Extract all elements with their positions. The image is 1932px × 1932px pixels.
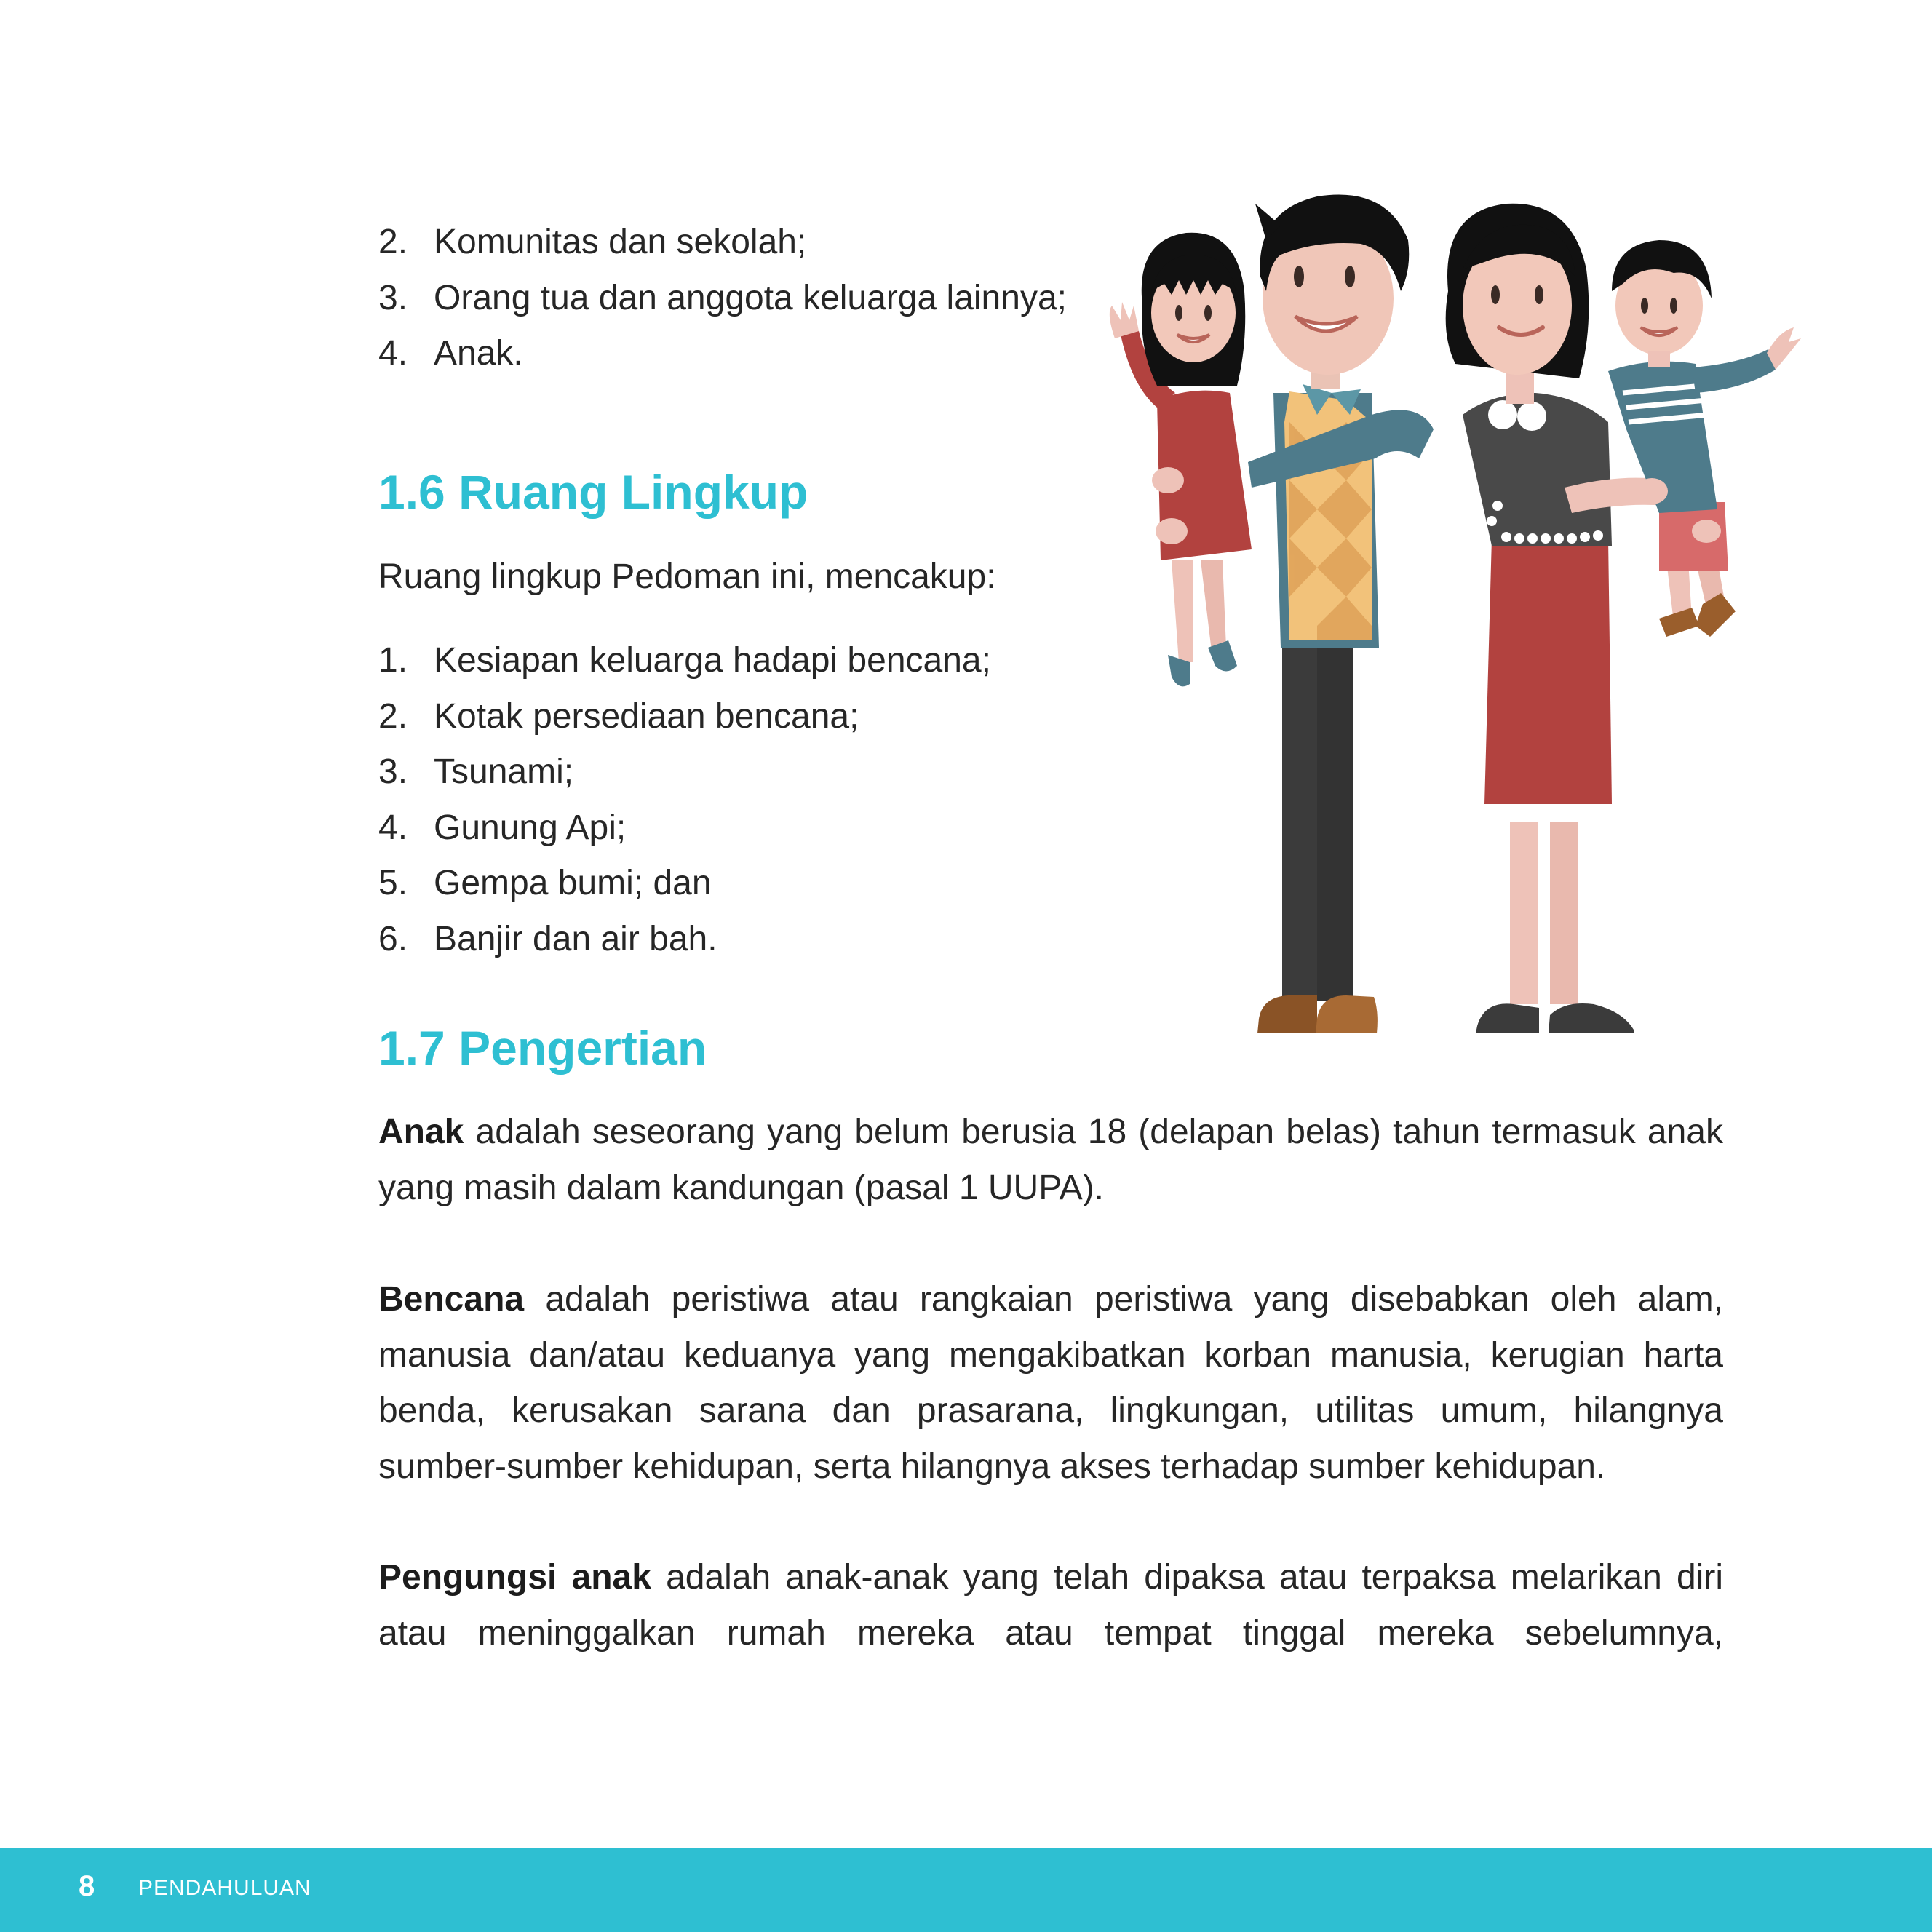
page-footer	[0, 1848, 1932, 1932]
list-item	[378, 912, 991, 968]
scope-list	[378, 633, 991, 967]
definition-term: Pengungsi anak	[378, 1558, 651, 1597]
footer-section-name: PENDAHULUAN	[138, 1876, 311, 1900]
definition-term: Bencana	[378, 1280, 525, 1319]
list-text: Orang tua dan anggota keluarga lainnya;	[434, 278, 1067, 317]
list-item	[378, 689, 991, 745]
list-number: 4.	[378, 334, 408, 373]
list-item	[378, 633, 991, 689]
list-item	[378, 215, 1067, 271]
definition-anak	[378, 1105, 1723, 1216]
list-item	[378, 744, 991, 800]
list-number: 1.	[378, 641, 408, 680]
family-illustration-icon	[1099, 182, 1805, 1041]
list-text: Gempa bumi; dan	[434, 864, 712, 902]
list-item	[378, 326, 1067, 382]
list-text: Kesiapan keluarga hadapi bencana;	[434, 641, 991, 680]
definition-term: Anak	[378, 1113, 464, 1151]
list-item	[378, 800, 991, 856]
list-number: 4.	[378, 808, 408, 847]
scope-intro: Ruang lingkup Pedoman ini, mencakup:	[378, 557, 996, 596]
definition-text: adalah seseorang yang belum berusia 18 (delapan belas) tahun termasuk anak yang masih dalam kandungan (pasal 1 UUPA).	[378, 1113, 1723, 1207]
list-text: Tsunami;	[434, 752, 574, 791]
section-heading-definitions: 1.7 Pengertian	[378, 1021, 707, 1075]
list-text: Banjir dan air bah.	[434, 919, 717, 958]
continued-list	[378, 215, 1067, 382]
list-text: Anak.	[434, 334, 523, 373]
page-number: 8	[79, 1870, 95, 1902]
list-item	[378, 856, 991, 912]
definition-text: adalah peristiwa atau rangkaian peristiwa yang disebabkan oleh alam, manusia dan/atau keduanya yang mengakibatkan korban manusia, kerugian harta benda, kerusakan sarana dan prasarana, lingkungan, utilitas umum, hilangnya sumber-sumber kehidupan, serta hilangnya akses terhadap sumber kehidupan.	[378, 1280, 1723, 1486]
definition-text: adalah anak-anak yang telah dipaksa atau terpaksa melarikan diri atau meninggalkan rumah mereka atau tempat tinggal mereka sebelumnya,	[378, 1558, 1723, 1653]
list-text: Gunung Api;	[434, 808, 627, 847]
section-heading-scope: 1.6 Ruang Lingkup	[378, 465, 808, 519]
list-number: 3.	[378, 752, 408, 791]
list-number: 6.	[378, 919, 408, 958]
list-number: 3.	[378, 278, 408, 317]
list-number: 2.	[378, 223, 408, 261]
list-number: 5.	[378, 864, 408, 902]
definition-bencana	[378, 1272, 1723, 1495]
definition-pengungsi-anak	[378, 1550, 1723, 1661]
list-item	[378, 271, 1067, 327]
list-number: 2.	[378, 696, 408, 736]
list-text: Kotak persediaan bencana;	[434, 696, 859, 736]
list-text: Komunitas dan sekolah;	[434, 223, 807, 261]
